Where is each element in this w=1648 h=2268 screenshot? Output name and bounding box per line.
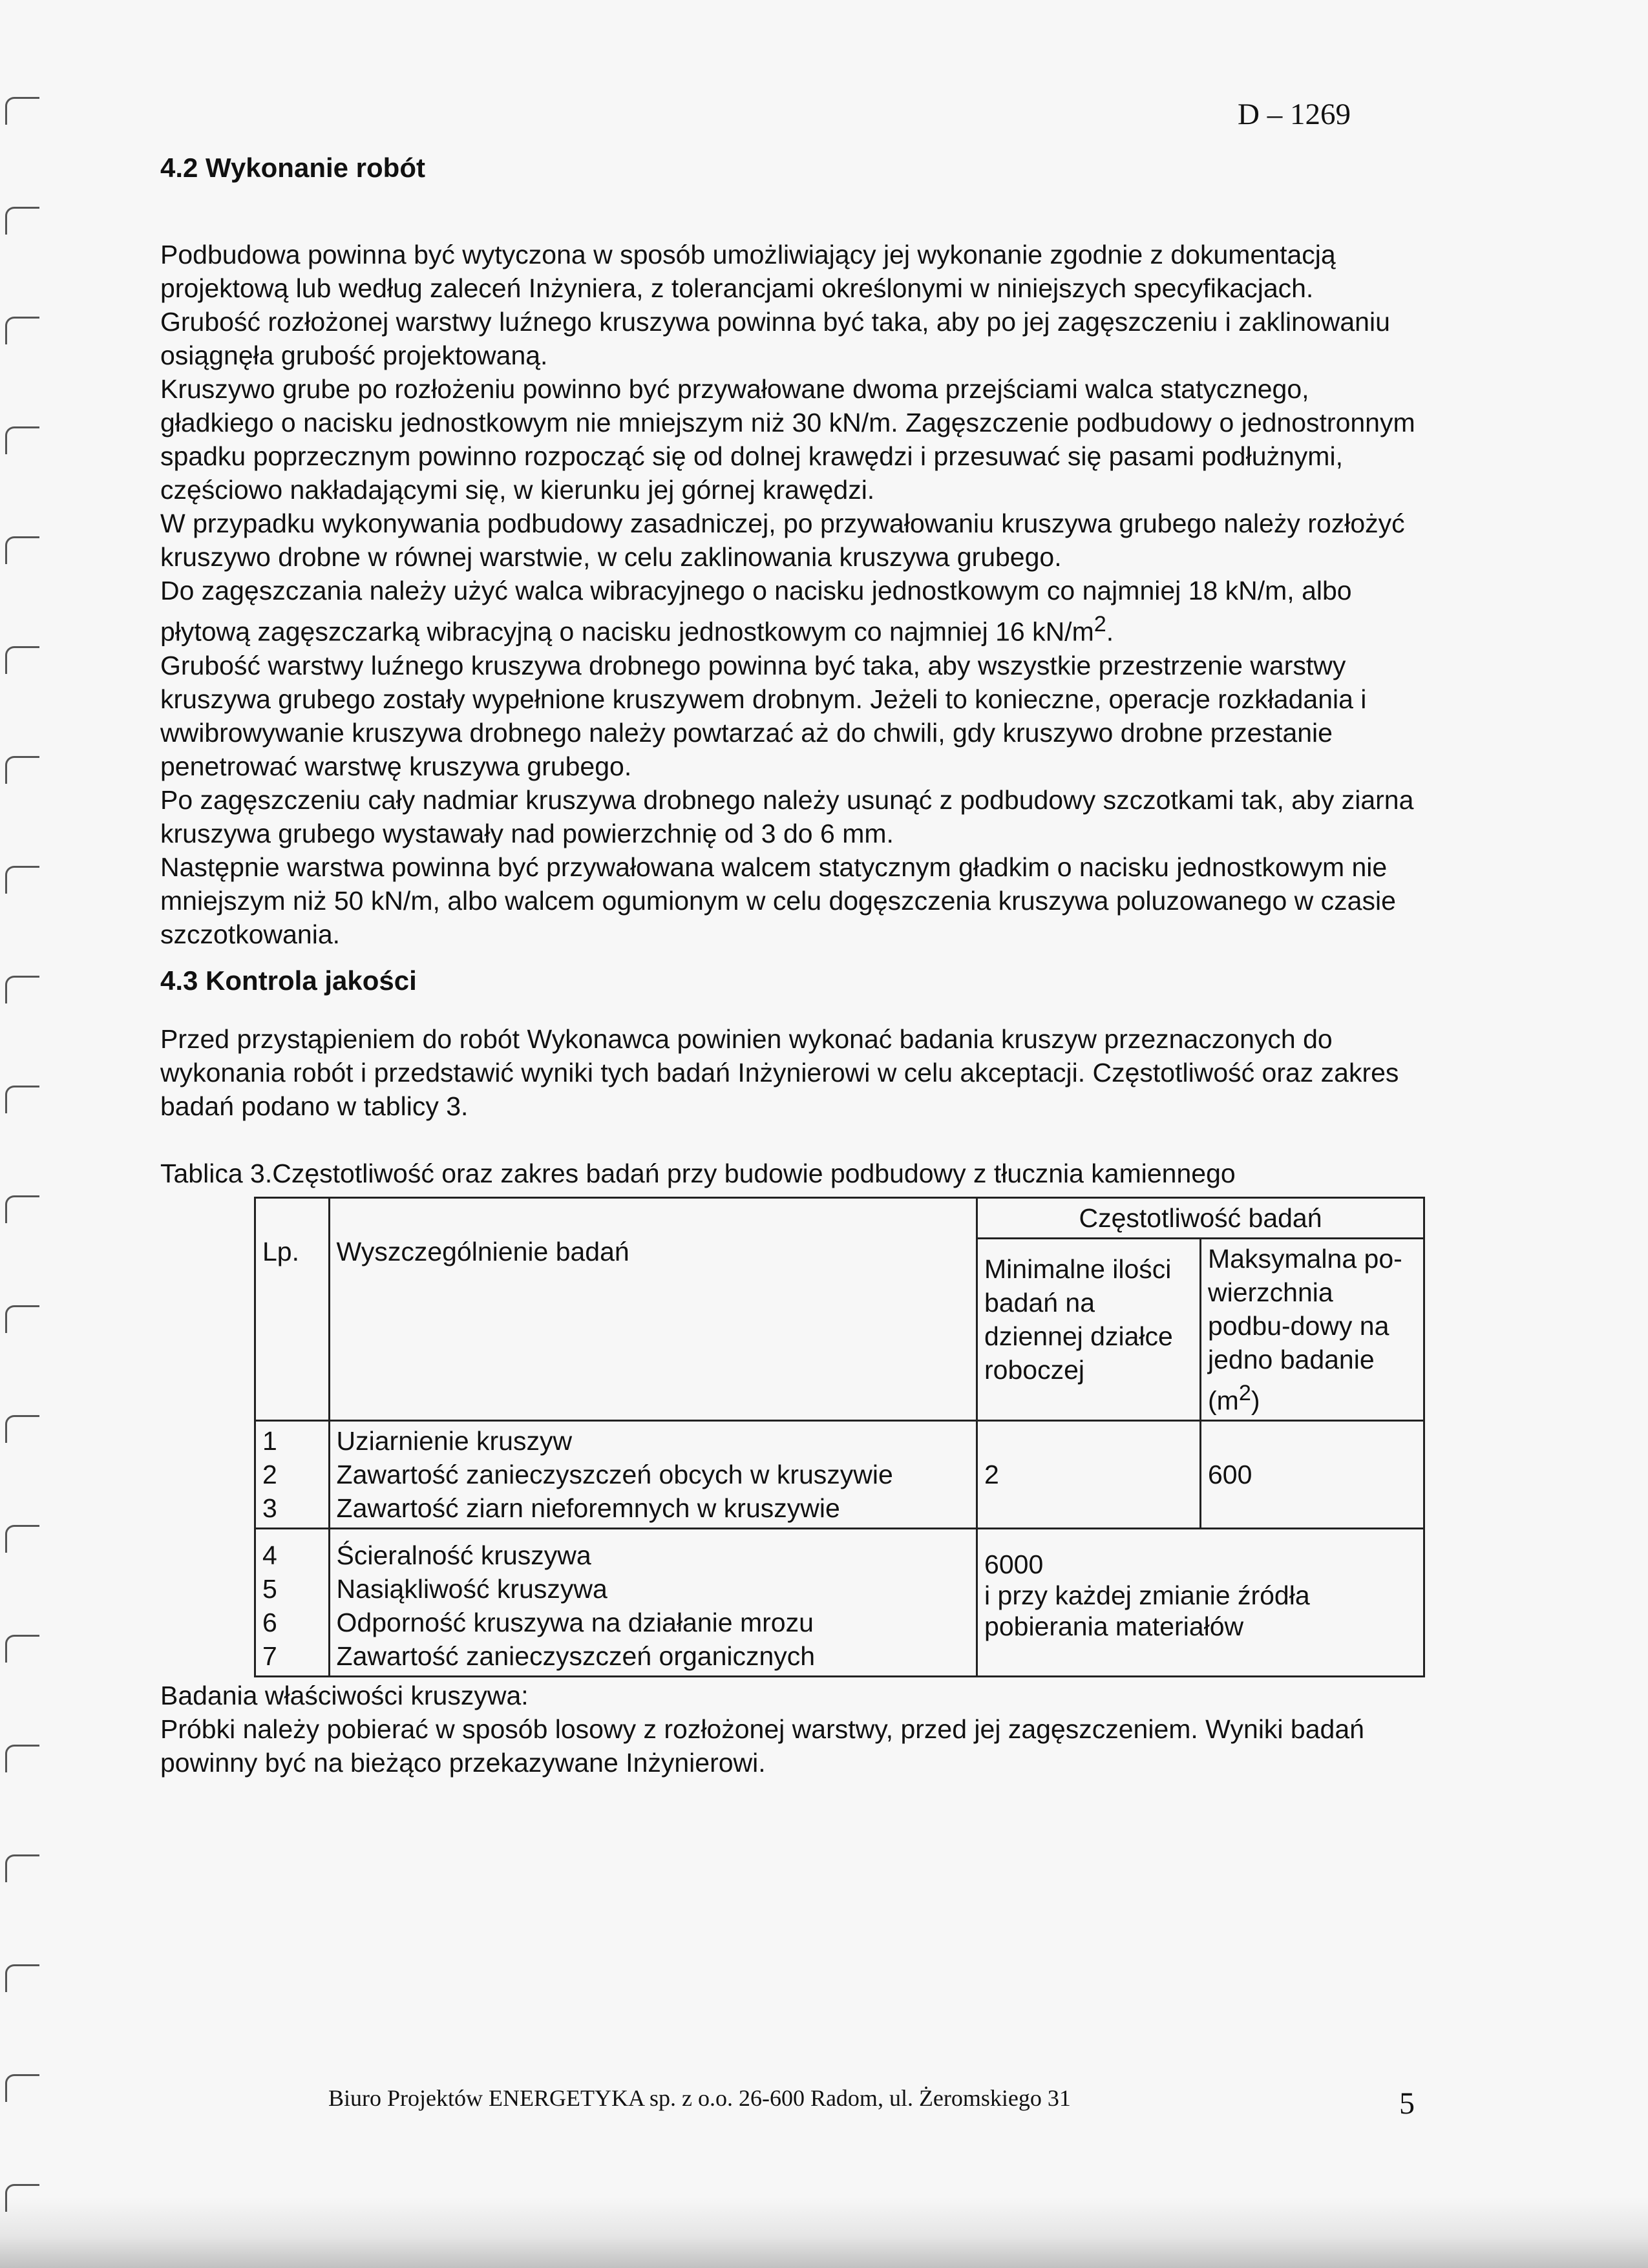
binding-ring (5, 1854, 39, 1882)
binding-ring (5, 1086, 39, 1113)
table-row (255, 1529, 1424, 1677)
row-lp: 4 (262, 1540, 277, 1571)
frequency-value: 6000 (984, 1549, 1044, 1580)
row-item: Nasiąkliwość kruszywa (336, 1574, 607, 1604)
binding-ring (5, 207, 39, 235)
row-item: Uziarnienie kruszyw (336, 1426, 573, 1456)
header-min: Minimalne ilości badań na dziennej działce roboczej (977, 1238, 1201, 1421)
paragraph-end: . (1106, 616, 1114, 647)
row-lp: 3 (262, 1493, 277, 1524)
section-4-3-body (160, 1022, 1427, 1123)
row-item: Zawartość zanieczyszczeń obcych w kruszywie (336, 1460, 893, 1490)
section-4-2-title: 4.2 Wykonanie robót (160, 152, 425, 183)
header-max (1201, 1238, 1424, 1421)
section-4-3-title: 4.3 Kontrola jakości (160, 965, 417, 996)
row-item: Zawartość zanieczyszczeń organicznych (336, 1641, 816, 1672)
paragraph (160, 574, 1427, 649)
table-caption: Tablica 3.Częstotliwość oraz zakres badań przy budowie podbudowy z tłucznia kamiennego (160, 1158, 1236, 1188)
paragraph: Następnie warstwa powinna być przywałowana walcem statycznym gładkim o nacisku jednostkowym nie mniejszym niż 50 kN/m, albo walcem ogumionym w celu dogęszczenia kruszywa poluzowanego w czasie szczotkowania. (160, 852, 1396, 949)
binding-ring (5, 756, 39, 784)
paragraph: Po zagęszczeniu cały nadmiar kruszywa drobnego należy usunąć z podbudowy szczotkami tak, aby ziarna kruszywa grubego wystawały nad powierzchnię od 3 do 6 mm. (160, 784, 1414, 848)
binding-ring (5, 1195, 39, 1223)
page-number: 5 (1399, 2086, 1415, 2121)
binding-ring (5, 536, 39, 564)
binding-ring (5, 97, 39, 125)
paragraph: W przypadku wykonywania podbudowy zasadniczej, po przywałowaniu kruszywa grubego należy rozłożyć kruszywo drobne w równej warstwie, w celu zaklinowania kruszywa grubego. (160, 509, 1405, 572)
binding-ring (5, 426, 39, 454)
binding-ring (5, 317, 39, 344)
paragraph-text: Do zagęszczania należy użyć walca wibracyjnego o nacisku jednostkowym co najmniej 18 kN/m, albo płytową zagęszczarką wibracyjną o nacisku jednostkowym co najmniej 16 kN/m (160, 576, 1352, 647)
row-min: 2 (977, 1421, 1201, 1529)
row-max: 600 (1201, 1421, 1424, 1529)
binding-ring (5, 646, 39, 674)
section-4-2-body (160, 238, 1427, 951)
binding-ring (5, 976, 39, 1003)
row-item: Zawartość ziarn nieforemnych w kruszywie (336, 1493, 840, 1524)
row-item: Ścieralność kruszywa (336, 1540, 591, 1571)
header-max-text: Maksymalna po-wierzchnia podbu-dowy na jedno badanie (m (1208, 1243, 1402, 1416)
binding-ring (5, 866, 39, 894)
row-lp: 1 (262, 1426, 277, 1456)
row-item: Odporność kruszywa na działanie mrozu (336, 1608, 814, 1638)
binding-edge (0, 0, 45, 2268)
footer-company: Biuro Projektów ENERGETYKA sp. z o.o. 26-600 Radom, ul. Żeromskiego 31 (328, 2085, 1071, 2111)
row-lp-cell (255, 1421, 330, 1529)
frequency-note: i przy każdej zmianie źródła pobierania materiałów (984, 1580, 1310, 1642)
paragraph: Kruszywo grube po rozłożeniu powinno być przywałowane dwoma przejściami walca statycznego, gładkiego o nacisku jednostkowym nie mniejszym niż 30 kN/m. Zagęszczenie podbudowy o jednostronnym spadku poprzecznym powinno rozpocząć się od dolnej krawędzi i przesuwać się pasami podłużnymi, częściowo nakładającymi się, w kierunku jej górnej krawędzi. (160, 374, 1415, 505)
row-frequency (977, 1529, 1424, 1677)
header-frequency: Częstotliwość badań (977, 1197, 1424, 1238)
superscript: 2 (1093, 612, 1106, 636)
row-lp: 2 (262, 1460, 277, 1490)
header-description: Wyszczególnienie badań (329, 1197, 977, 1421)
after-table-block (160, 1679, 1427, 1780)
paragraph: Podbudowa powinna być wytyczona w sposób umożliwiający jej wykonanie zgodnie z dokumentacją projektową lub według zaleceń Inżyniera, z tolerancjami określonymi w niniejszych specyfikacjach. (160, 240, 1336, 303)
binding-ring (5, 1525, 39, 1553)
row-lp: 5 (262, 1574, 277, 1604)
binding-ring (5, 1415, 39, 1443)
binding-ring (5, 2074, 39, 2102)
document-number: D – 1269 (1238, 98, 1351, 131)
table-header-row (255, 1197, 1424, 1238)
paragraph: Przed przystąpieniem do robót Wykonawca powinien wykonać badania kruszyw przeznaczonych do wykonania robót i przedstawić wyniki tych badań Inżynierowi w celu akceptacji. Częstotliwość oraz zakres badań podano w tablicy 3. (160, 1024, 1399, 1121)
header-lp: Lp. (255, 1197, 330, 1421)
header-max-end: ) (1251, 1385, 1260, 1416)
binding-ring (5, 1745, 39, 1772)
superscript: 2 (1238, 1380, 1251, 1405)
row-lp: 6 (262, 1608, 277, 1638)
row-lp: 7 (262, 1641, 277, 1672)
row-items-cell (329, 1421, 977, 1529)
table-row (255, 1421, 1424, 1529)
row-lp-cell (255, 1529, 330, 1677)
binding-ring (5, 1964, 39, 1992)
tests-table (254, 1197, 1425, 1678)
paragraph: Grubość warstwy luźnego kruszywa drobnego powinna być taka, aby wszystkie przestrzenie warstwy kruszywa grubego zostały wypełnione kruszywem drobnym. Jeżeli to konieczne, operacje rozkładania i wwibrowywanie kruszywa drobnego należy powtarzać aż do chwili, gdy kruszywo drobne przestanie penetrować warstwę kruszywa grubego. (160, 650, 1367, 781)
paragraph: Próbki należy pobierać w sposób losowy z rozłożonej warstwy, przed jej zagęszczeniem. Wyniki badań powinny być na bieżąco przekazywane Inżynierowi. (160, 1714, 1364, 1778)
paragraph: Grubość rozłożonej warstwy luźnego kruszywa powinna być taka, aby po jej zagęszczeniu i zaklinowaniu osiągnęła grubość projektowaną. (160, 307, 1390, 370)
binding-ring (5, 1635, 39, 1663)
subsection-title: Badania właściwości kruszywa: (160, 1681, 529, 1711)
binding-ring (5, 1305, 39, 1333)
scan-shadow (0, 2197, 1648, 2268)
page-content (160, 150, 1427, 1780)
row-items-cell (329, 1529, 977, 1677)
